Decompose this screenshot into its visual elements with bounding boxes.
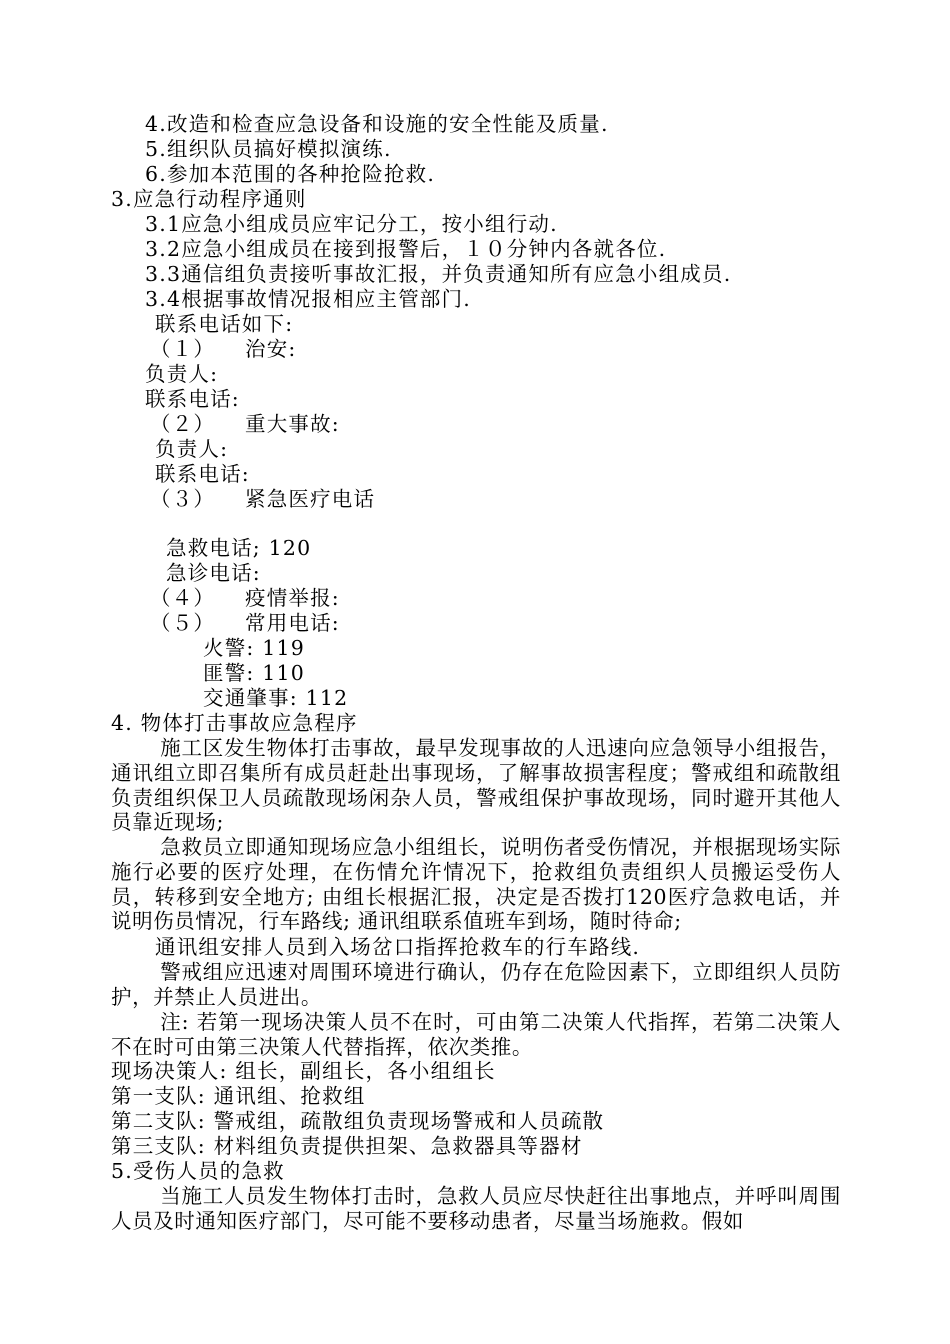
contact-phone-1: 联系电话: [145,387,240,411]
contact-intro: 联系电话如下: [155,312,294,336]
contact-number-2: （２） [150,412,216,436]
contact-label-4: 疫情举报: [245,586,340,610]
section-heading-3: 3.应急行动程序通则 [111,187,307,211]
list-item-3-4: 3.4根据事故情况报相应主管部门. [145,287,472,311]
list-item-3-2: 3.2应急小组成员在接到报警后，１０分钟内各就各位. [145,237,667,261]
list-item-6: 6.参加本范围的各种抢险抢救. [145,162,436,186]
paragraph-incident-report: 施工区发生物体打击事故，最早发现事故的人迅速向应急领导小组报告，通讯组立即召集所有成员赶赴出事现场，了解事故损害程度；警戒组和疏散组负责组织保卫人员疏散现场闲杂人员，警戒组保护事故现场，同时避开其他人员靠近现场; [111,736,841,835]
contact-number-1: （１） [150,337,216,361]
list-item-3-1: 3.1应急小组成员应牢记分工，按小组行动. [145,212,558,236]
contact-label-3: 紧急医疗电话 [245,487,376,511]
contact-person-1: 负责人: [145,362,219,386]
contact-label-2: 重大事故: [245,412,340,436]
section-heading-5: 5.受伤人员的急救 [111,1159,285,1183]
decision-makers: 现场决策人: 组长，副组长，各小组组长 [111,1059,496,1083]
team-one: 第一支队: 通讯组、抢救组 [111,1084,366,1108]
traffic-accident-phone: 交通肇事: 112 [203,686,349,710]
paragraph-guard: 警戒组应迅速对周围环境进行确认，仍存在危险因素下，立即组织人员防护，并禁止人员进出。 [111,960,841,1009]
police-phone: 匪警: 110 [203,661,305,685]
urgent-care-phone: 急诊电话: [166,561,261,585]
paragraph-injured-rescue: 当施工人员发生物体打击时，急救人员应尽快赶往出事地点，并呼叫周围人员及时通知医疗部门，尽可能不要移动患者，尽量当场施救。假如 [111,1184,841,1233]
section-heading-4: 4. 物体打击事故应急程序 [111,711,358,735]
list-item-3-3: 3.3通信组负责接听事故汇报，并负责通知所有应急小组成员. [145,262,732,286]
paragraph-note: 注: 若第一现场决策人员不在时，可由第二决策人代指挥，若第二决策人不在时可由第三决策人代替指挥，依次类推。 [111,1010,841,1059]
contact-number-3: （３） [150,487,216,511]
fire-alarm-phone: 火警: 119 [203,636,305,660]
team-two: 第二支队: 警戒组，疏散组负责现场警戒和人员疏散 [111,1109,605,1133]
contact-number-4: （４） [150,586,216,610]
contact-person-2: 负责人: [155,437,229,461]
emergency-phone: 急救电话; 120 [166,536,312,560]
contact-label-1: 治安: [245,337,297,361]
contact-number-5: （５） [150,611,216,635]
ambulance-route-line: 通讯组安排人员到入场岔口指挥抢救车的行车路线. [155,935,641,959]
list-item-4: 4.改造和检查应急设备和设施的安全性能及质量. [145,112,609,136]
contact-label-5: 常用电话: [245,611,340,635]
team-three: 第三支队: 材料组负责提供担架、急救器具等器材 [111,1134,583,1158]
contact-phone-2: 联系电话: [155,462,250,486]
list-item-5: 5.组织队员搞好模拟演练. [145,137,392,161]
paragraph-first-aid: 急救员立即通知现场应急小组组长，说明伤者受伤情况，并根据现场实际施行必要的医疗处理，在伤情允许情况下，抢救组负责组织人员搬运受伤人员，转移到安全地方; 由组长根据汇报，决定是否拨打120医疗急救电话，并说明伤员情况，行车路线; 通讯组联系值班车到场，随时待命; [111,835,841,934]
